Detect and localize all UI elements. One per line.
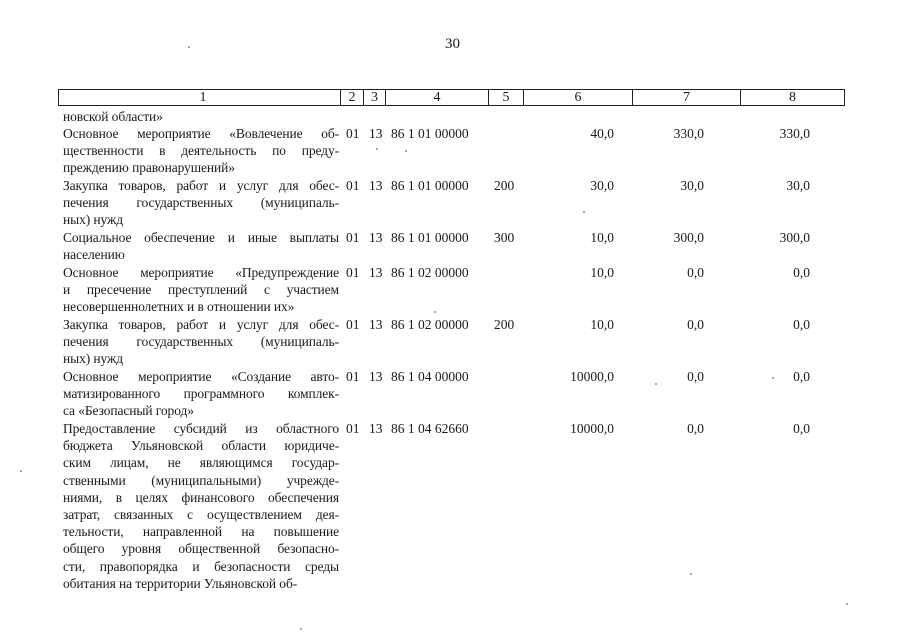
scan-speck <box>405 150 407 152</box>
description-line: преждению правонарушений» <box>63 160 235 176</box>
description-line: печения государственных (муниципаль- <box>63 195 339 211</box>
amount-col-7: 0,0 <box>687 317 704 332</box>
target-article-code: 86 1 04 00000 <box>391 369 469 384</box>
description-line: ниями, в целях финансового обеспечения <box>63 489 339 505</box>
amount-col-8: 0,0 <box>793 265 810 280</box>
amount-col-6: 30,0 <box>590 178 614 193</box>
scan-speck <box>434 311 436 313</box>
row-description <box>63 264 339 316</box>
row-description <box>63 368 339 420</box>
description-line: ных) нужд <box>63 212 124 228</box>
scan-speck <box>655 383 657 385</box>
description-line: Основное мероприятие «Создание авто- <box>63 369 339 384</box>
target-article-code: 86 1 01 00000 <box>391 178 469 193</box>
target-article-code: 86 1 01 00000 <box>391 230 469 245</box>
amount-col-7: 0,0 <box>687 421 704 436</box>
scan-speck <box>188 46 190 48</box>
amount-col-7: 30,0 <box>680 178 704 193</box>
scan-speck <box>583 211 585 213</box>
subsection-code: 13 <box>369 265 383 280</box>
description-line: матизированного программного комплек- <box>63 386 339 402</box>
description-line: ных) нужд <box>63 351 124 367</box>
row-description <box>63 420 339 592</box>
amount-col-7: 0,0 <box>687 265 704 280</box>
scan-speck <box>376 148 378 150</box>
header-col-3: 3 <box>363 90 385 105</box>
row-description <box>63 108 339 125</box>
section-code: 01 <box>346 178 360 193</box>
row-description <box>63 177 339 229</box>
row-description <box>63 316 339 368</box>
description-line: Основное мероприятие «Вовлечение об- <box>63 126 339 141</box>
subsection-code: 13 <box>369 126 383 141</box>
section-code: 01 <box>346 421 360 436</box>
description-line: са «Безопасный город» <box>63 403 194 419</box>
target-article-code: 86 1 02 00000 <box>391 317 469 332</box>
subsection-code: 13 <box>369 230 383 245</box>
amount-col-7: 300,0 <box>673 230 704 245</box>
header-col-6: 6 <box>523 90 632 105</box>
header-col-7: 7 <box>632 90 740 105</box>
scan-speck <box>20 470 22 472</box>
description-line: ственными (муниципальными) учрежде- <box>63 472 339 488</box>
target-article-code: 86 1 04 62660 <box>391 421 469 436</box>
subsection-code: 13 <box>369 178 383 193</box>
scan-speck <box>846 603 848 605</box>
subsection-code: 13 <box>369 369 383 384</box>
section-code: 01 <box>346 230 360 245</box>
row-description <box>63 125 339 177</box>
target-article-code: 86 1 02 00000 <box>391 265 469 280</box>
expense-type-code: 200 <box>494 317 515 332</box>
section-code: 01 <box>346 126 360 141</box>
expense-type-code: 300 <box>494 230 515 245</box>
row-description <box>63 229 339 263</box>
scan-speck <box>690 573 692 575</box>
amount-col-6: 10,0 <box>590 230 614 245</box>
amount-col-8: 0,0 <box>793 421 810 436</box>
amount-col-8: 330,0 <box>779 126 810 141</box>
header-col-5: 5 <box>488 90 523 105</box>
subsection-code: 13 <box>369 421 383 436</box>
description-line: печения государственных (муниципаль- <box>63 334 339 350</box>
header-col-4: 4 <box>385 90 488 105</box>
amount-col-6: 40,0 <box>590 126 614 141</box>
description-line: Основное мероприятие «Предупреждение <box>63 265 339 280</box>
amount-col-8: 30,0 <box>786 178 810 193</box>
amount-col-7: 330,0 <box>673 126 704 141</box>
amount-col-6: 10000,0 <box>570 369 614 384</box>
description-line: общего уровня общественной безопасно- <box>63 541 339 557</box>
scan-speck <box>300 628 302 630</box>
amount-col-8: 0,0 <box>793 369 810 384</box>
description-line: щественности в деятельность по преду- <box>63 143 339 159</box>
amount-col-6: 10,0 <box>590 265 614 280</box>
description-line: Закупка товаров, работ и услуг для обес- <box>63 178 339 193</box>
section-code: 01 <box>346 317 360 332</box>
amount-col-6: 10,0 <box>590 317 614 332</box>
description-line: обитания на территории Ульяновской об- <box>63 575 298 591</box>
section-code: 01 <box>346 369 360 384</box>
expense-type-code: 200 <box>494 178 515 193</box>
description-line: и пресечение преступлений с участием <box>63 282 339 298</box>
amount-col-8: 0,0 <box>793 317 810 332</box>
description-line: населению <box>63 247 125 263</box>
description-line: Закупка товаров, работ и услуг для обес- <box>63 317 339 332</box>
description-line: бюджета Ульяновской области юридиче- <box>63 438 339 454</box>
header-col-1: 1 <box>199 90 207 105</box>
description-line: Социальное обеспечение и иные выплаты <box>63 230 339 245</box>
header-col-8: 8 <box>740 90 844 105</box>
header-col-2: 2 <box>340 90 363 105</box>
amount-col-8: 300,0 <box>779 230 810 245</box>
description-line: сти, правопорядка и безопасности среды <box>63 558 339 574</box>
amount-col-7: 0,0 <box>687 369 704 384</box>
description-line: новской области» <box>63 109 163 124</box>
description-line: затрат, связанных с осуществлением дея- <box>63 507 339 523</box>
target-article-code: 86 1 01 00000 <box>391 126 469 141</box>
description-line: тельности, направленной на повышение <box>63 524 339 540</box>
description-line: Предоставление субсидий из областного <box>63 421 339 436</box>
amount-col-6: 10000,0 <box>570 421 614 436</box>
description-line: несовершеннолетних и в отношении их» <box>63 299 295 315</box>
description-line: ским лицам, не являющимся государ- <box>63 455 339 471</box>
scan-speck <box>772 377 774 379</box>
section-code: 01 <box>346 265 360 280</box>
table-header <box>58 89 845 106</box>
subsection-code: 13 <box>369 317 383 332</box>
page-number: 30 <box>445 36 460 52</box>
